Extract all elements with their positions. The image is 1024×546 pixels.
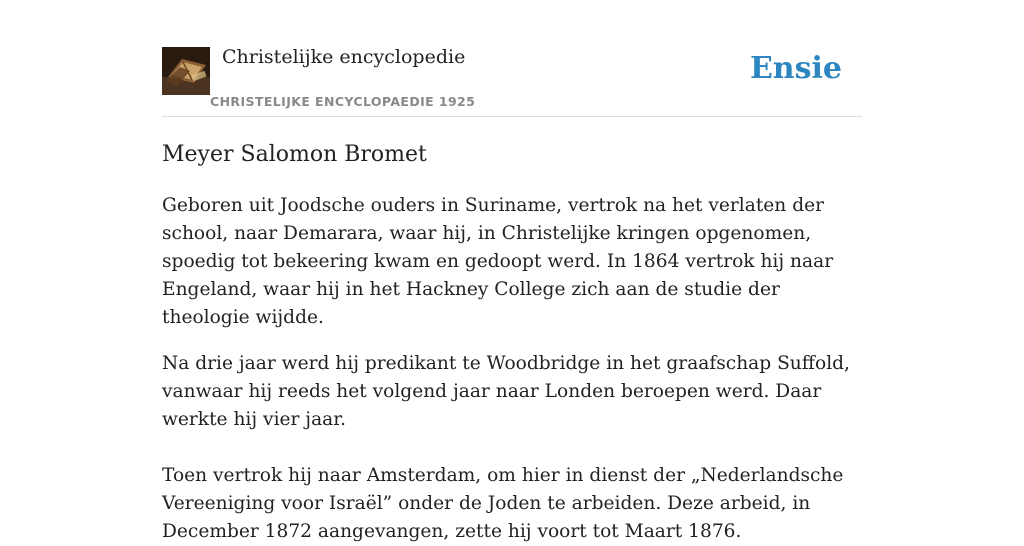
brand-logo-link[interactable]: Ensie <box>749 51 842 86</box>
article <box>162 138 862 546</box>
encyclopedia-book-icon[interactable] <box>162 47 210 95</box>
article-paragraph: Na drie jaar werd hij predikant te Woodbridge in het graafschap Suffold, vanwaar hij reeds het volgend jaar naar Londen beroepen werd. Daar werkte hij vier jaar. <box>162 353 850 430</box>
article-title: Meyer Salomon Bromet <box>162 142 427 167</box>
site-header <box>162 40 862 117</box>
article-paragraph: Toen vertrok hij naar Amsterdam, om hier in dienst der „Nederlandsche Vereeniging voor Israël” onder de Joden te arbeiden. Deze arbeid, in December 1872 aangevangen, zette hij voort tot Maart 1876. <box>162 465 844 542</box>
site-title[interactable]: Christelijke encyclopedie <box>222 46 466 68</box>
article-paragraph: Geboren uit Joodsche ouders in Suriname, vertrok na het verlaten der school, naar Demarara, waar hij, in Christelijke kringen opgenomen, spoedig tot bekeering kwam en gedoopt werd. In 1864 vertrok hij naar Engeland, waar hij in het Hackney College zich aan de studie der theologie wijdde. <box>162 195 834 328</box>
site-subtitle: CHRISTELIJKE ENCYCLOPAEDIE 1925 <box>210 94 476 109</box>
